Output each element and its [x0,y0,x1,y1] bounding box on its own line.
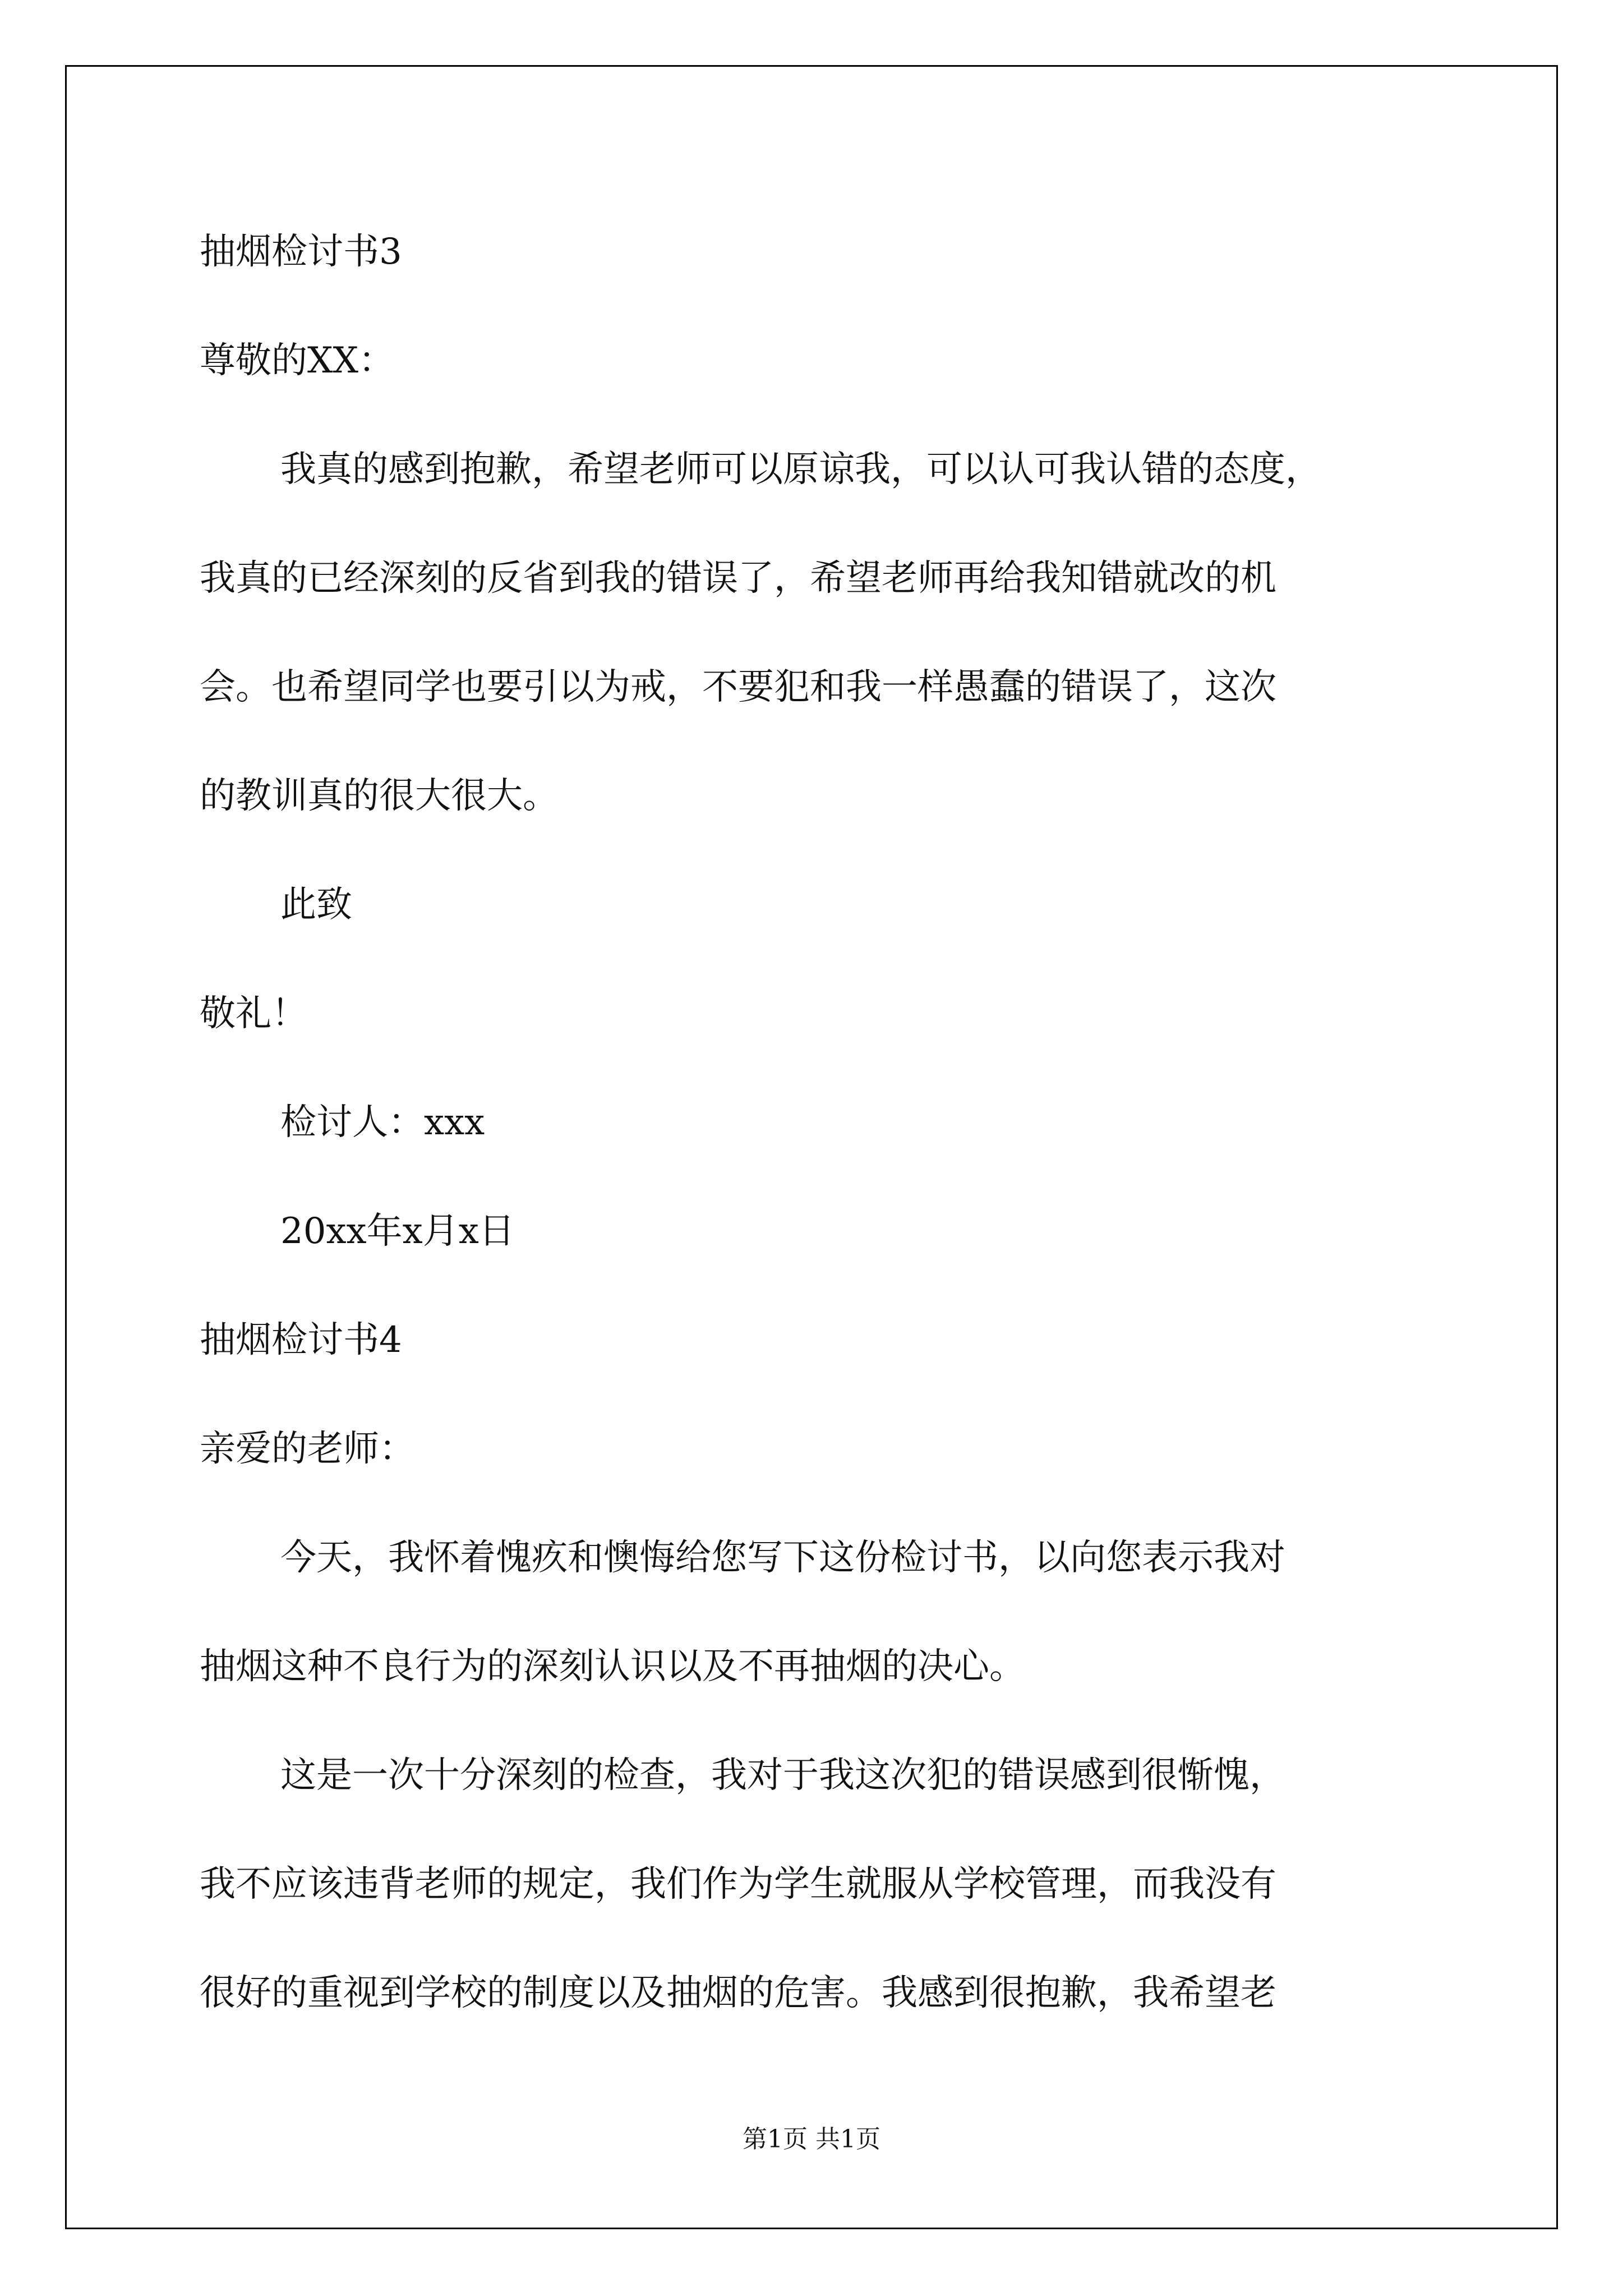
date-line: 20xx年x月x日 [280,1211,515,1252]
paragraph-line: 今天，我怀着愧疚和懊悔给您写下这份检讨书，以向您表示我对 [280,1537,1285,1579]
salutation-2: 亲爱的老师： [200,1428,415,1470]
salutation-1: 尊敬的XX： [200,340,395,381]
paragraph-line: 很好的重视到学校的制度以及抽烟的危害。我感到很抱歉，我希望老 [200,1972,1276,2014]
paragraph-line: 我不应该违背老师的规定，我们作为学生就服从学校管理，而我没有 [200,1864,1276,1905]
section-title-4: 抽烟检讨书4 [200,1319,402,1361]
page-footer: 第1页 共1页 [743,2125,880,2154]
closing-regards: 敬礼！ [200,993,307,1034]
paragraph-line: 这是一次十分深刻的检查，我对于我这次犯的错误感到很惭愧， [280,1755,1285,1796]
paragraph-line: 我真的已经深刻的反省到我的错误了，希望老师再给我知错就改的机 [200,558,1276,599]
paragraph-line: 的教训真的很大很大。 [200,775,559,817]
paragraph-line: 我真的感到抱歉，希望老师可以原谅我，可以认可我认错的态度， [280,449,1321,490]
signature-line: 检讨人：xxx [280,1102,485,1143]
paragraph-line: 会。也希望同学也要引以为戒，不要犯和我一样愚蠢的错误了，这次 [200,666,1276,708]
paragraph-line: 抽烟这种不良行为的深刻认识以及不再抽烟的决心。 [200,1646,1025,1687]
closing-line: 此致 [280,884,352,926]
section-title-3: 抽烟检讨书3 [200,231,402,273]
